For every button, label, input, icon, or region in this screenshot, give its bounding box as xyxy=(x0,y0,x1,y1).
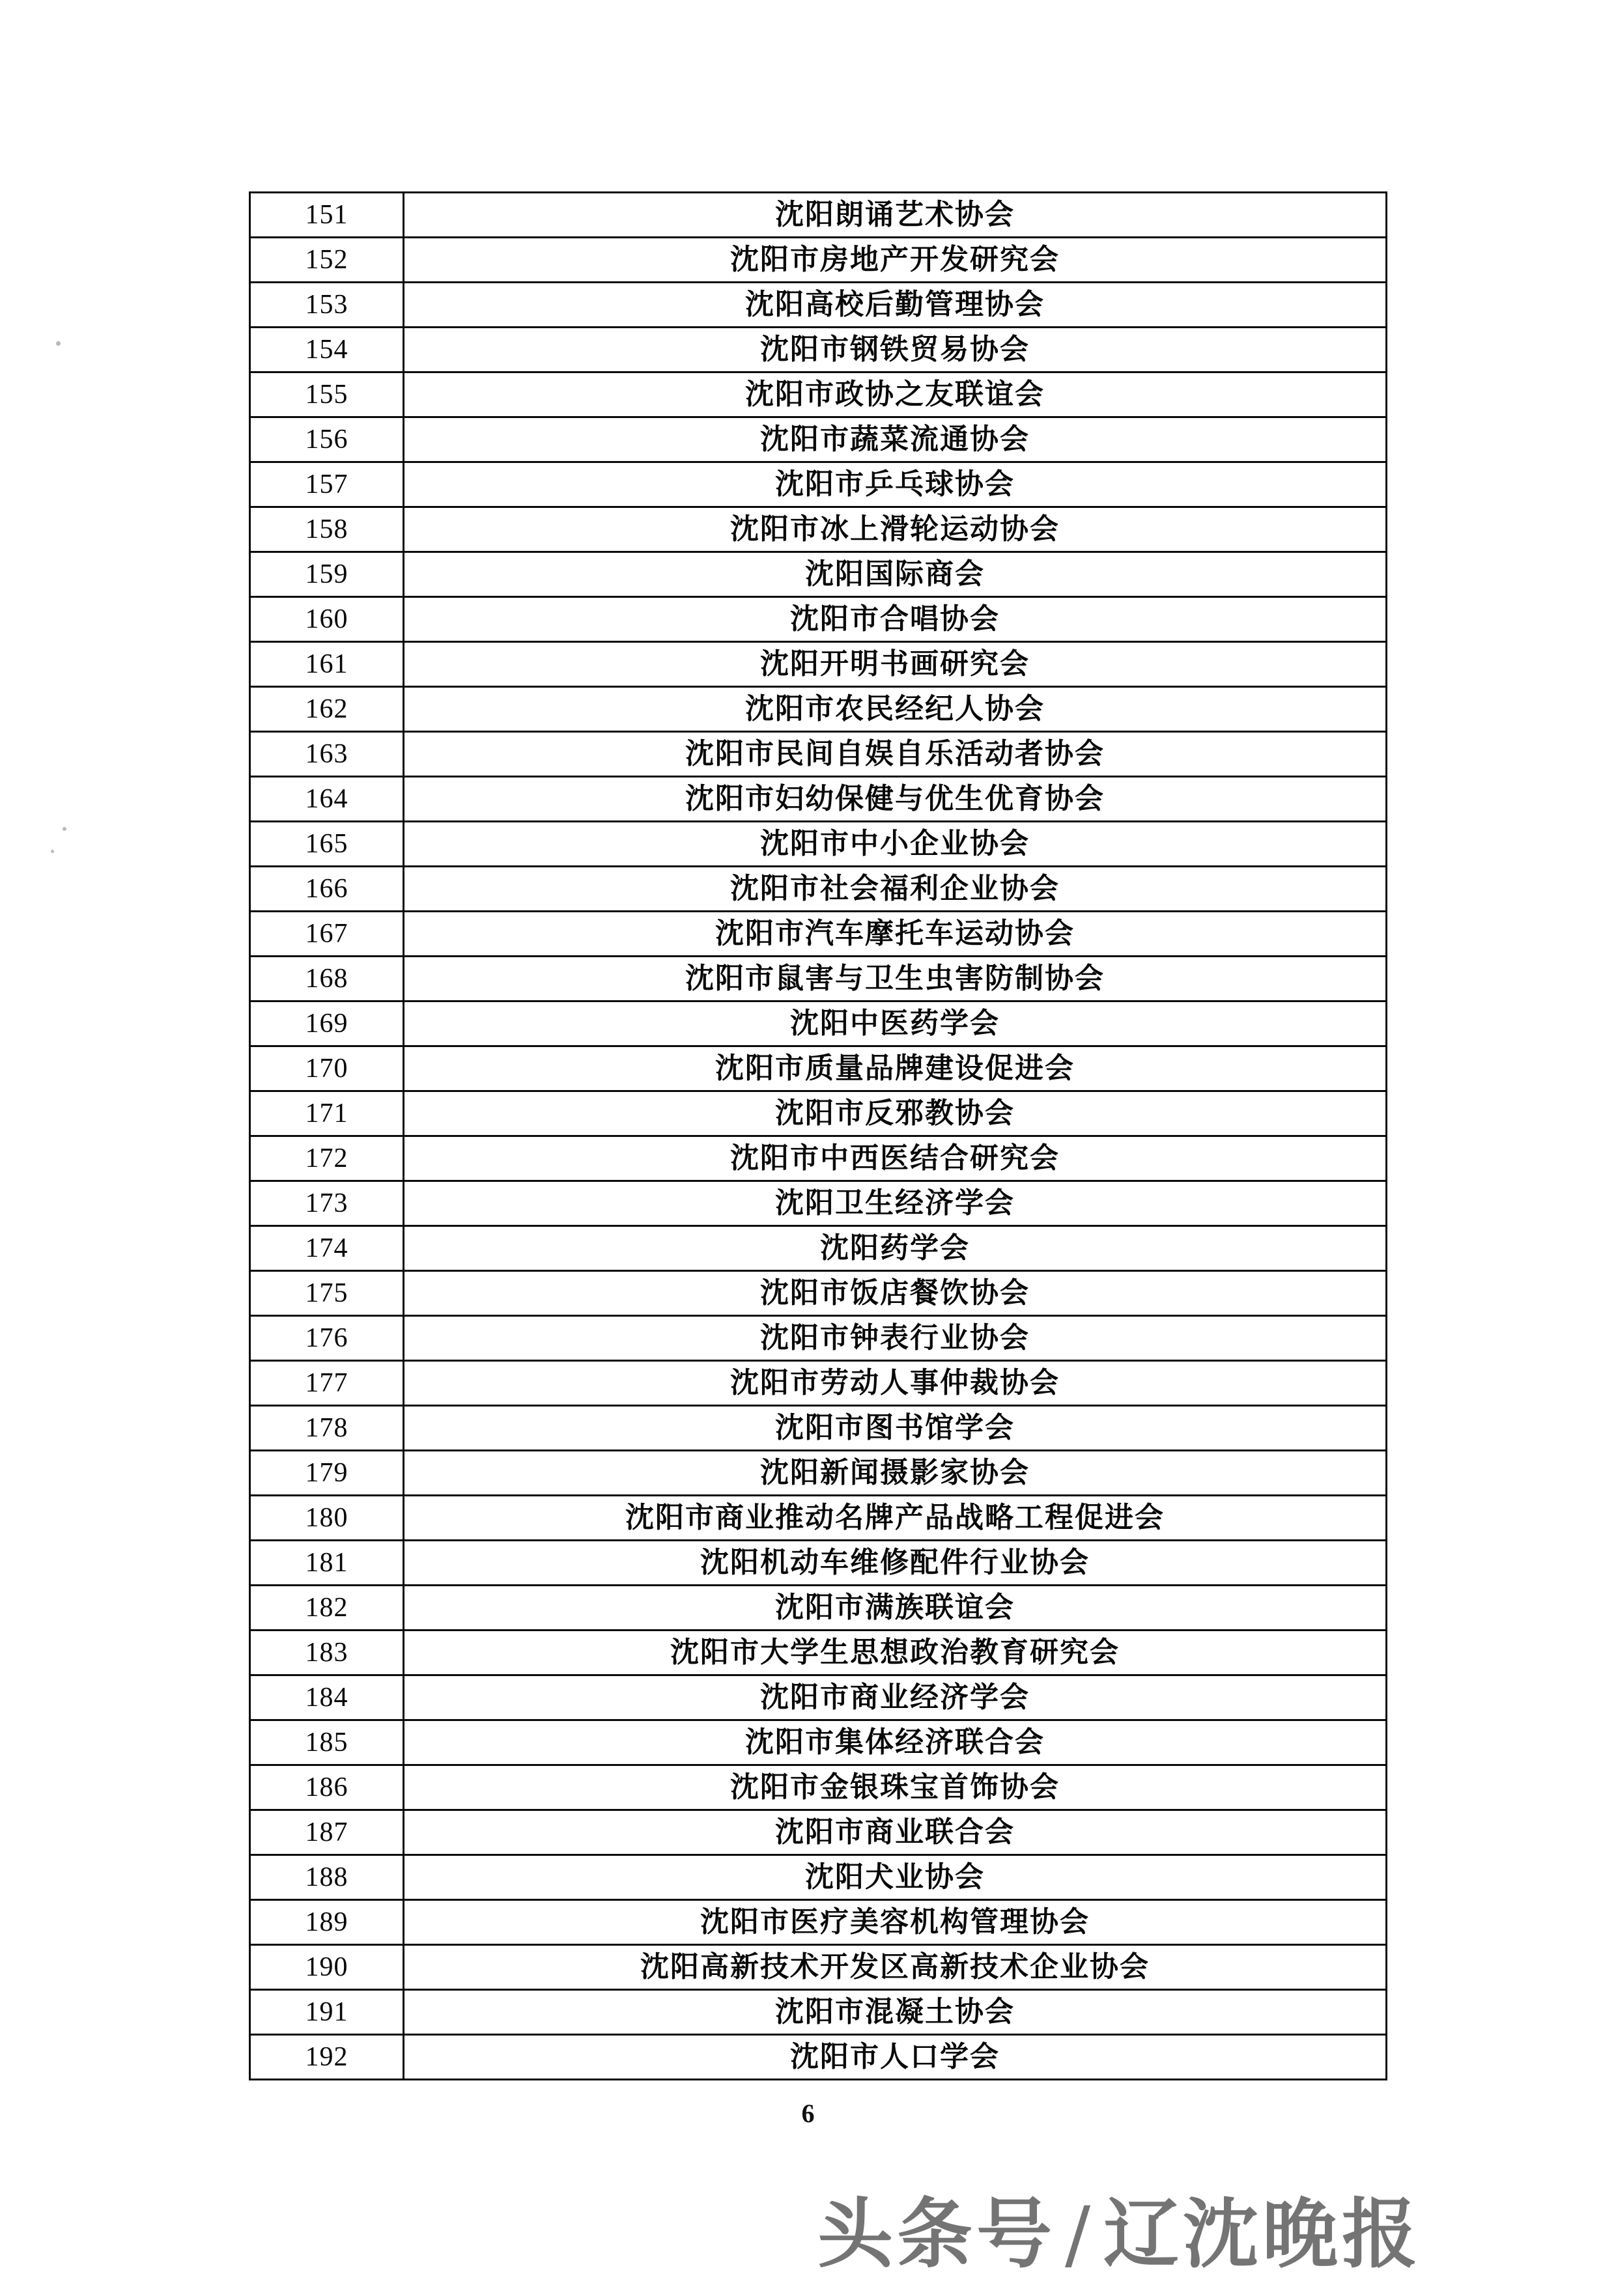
organization-name-cell: 沈阳市乒乓球协会 xyxy=(404,462,1387,507)
organization-name-cell: 沈阳市社会福利企业协会 xyxy=(404,867,1387,912)
table-row xyxy=(250,238,1387,283)
row-index-cell: 158 xyxy=(250,507,404,552)
row-index-cell: 154 xyxy=(250,328,404,372)
organization-list-table xyxy=(249,191,1387,2080)
row-index-cell: 162 xyxy=(250,687,404,732)
table-row xyxy=(250,1765,1387,1810)
row-index-cell: 173 xyxy=(250,1181,404,1226)
table-row xyxy=(250,372,1387,417)
row-index-cell: 192 xyxy=(250,2035,404,2080)
organization-name-cell: 沈阳市冰上滑轮运动协会 xyxy=(404,507,1387,552)
row-index-cell: 167 xyxy=(250,912,404,957)
table-row xyxy=(250,1631,1387,1675)
watermark-separator: / xyxy=(1065,2191,1095,2278)
table-row xyxy=(250,957,1387,1001)
table-row xyxy=(250,687,1387,732)
row-index-cell: 188 xyxy=(250,1855,404,1900)
table-row xyxy=(250,1496,1387,1541)
organization-name-cell: 沈阳卫生经济学会 xyxy=(404,1181,1387,1226)
organization-name-cell: 沈阳市商业经济学会 xyxy=(404,1675,1387,1720)
table-row xyxy=(250,328,1387,372)
row-index-cell: 183 xyxy=(250,1631,404,1675)
row-index-cell: 168 xyxy=(250,957,404,1001)
organization-name-cell: 沈阳市饭店餐饮协会 xyxy=(404,1271,1387,1316)
table-row xyxy=(250,1406,1387,1451)
organization-name-cell: 沈阳市大学生思想政治教育研究会 xyxy=(404,1631,1387,1675)
organization-name-cell: 沈阳市钟表行业协会 xyxy=(404,1316,1387,1361)
organization-name-cell: 沈阳开明书画研究会 xyxy=(404,642,1387,687)
row-index-cell: 157 xyxy=(250,462,404,507)
table-row xyxy=(250,732,1387,777)
organization-name-cell: 沈阳市中西医结合研究会 xyxy=(404,1136,1387,1181)
row-index-cell: 181 xyxy=(250,1541,404,1586)
row-index-cell: 155 xyxy=(250,372,404,417)
row-index-cell: 164 xyxy=(250,777,404,822)
table-row xyxy=(250,867,1387,912)
row-index-cell: 161 xyxy=(250,642,404,687)
organization-name-cell: 沈阳市蔬菜流通协会 xyxy=(404,417,1387,462)
table-row xyxy=(250,1855,1387,1900)
organization-name-cell: 沈阳药学会 xyxy=(404,1226,1387,1271)
organization-name-cell: 沈阳市民间自娱自乐活动者协会 xyxy=(404,732,1387,777)
watermark-publication: 辽沈晚报 xyxy=(1103,2191,1422,2278)
table-row xyxy=(250,1675,1387,1720)
page-number: 6 xyxy=(801,2099,815,2128)
row-index-cell: 180 xyxy=(250,1496,404,1541)
table-row xyxy=(250,822,1387,867)
table-row xyxy=(250,1810,1387,1855)
row-index-cell: 189 xyxy=(250,1900,404,1945)
row-index-cell: 165 xyxy=(250,822,404,867)
organization-name-cell: 沈阳中医药学会 xyxy=(404,1001,1387,1046)
organization-name-cell: 沈阳市集体经济联合会 xyxy=(404,1720,1387,1765)
table-row xyxy=(250,1586,1387,1631)
row-index-cell: 185 xyxy=(250,1720,404,1765)
row-index-cell: 156 xyxy=(250,417,404,462)
table-row xyxy=(250,283,1387,328)
organization-name-cell: 沈阳市房地产开发研究会 xyxy=(404,238,1387,283)
row-index-cell: 171 xyxy=(250,1091,404,1136)
organization-name-cell: 沈阳市人口学会 xyxy=(404,2035,1387,2080)
row-index-cell: 172 xyxy=(250,1136,404,1181)
table-row xyxy=(250,1226,1387,1271)
table-row xyxy=(250,1361,1387,1406)
organization-name-cell: 沈阳市满族联谊会 xyxy=(404,1586,1387,1631)
table-row xyxy=(250,1091,1387,1136)
table-row xyxy=(250,1046,1387,1091)
organization-name-cell: 沈阳市钢铁贸易协会 xyxy=(404,328,1387,372)
table-row xyxy=(250,193,1387,238)
row-index-cell: 184 xyxy=(250,1675,404,1720)
table-row xyxy=(250,462,1387,507)
scan-artifact xyxy=(63,827,66,831)
organization-name-cell: 沈阳机动车维修配件行业协会 xyxy=(404,1541,1387,1586)
scan-artifact xyxy=(51,850,54,853)
organization-name-cell: 沈阳国际商会 xyxy=(404,552,1387,597)
row-index-cell: 176 xyxy=(250,1316,404,1361)
row-index-cell: 175 xyxy=(250,1271,404,1316)
organization-name-cell: 沈阳市汽车摩托车运动协会 xyxy=(404,912,1387,957)
table-row xyxy=(250,777,1387,822)
organization-list-table-body xyxy=(250,193,1387,2080)
watermark-source-label: 头条号 xyxy=(817,2191,1056,2278)
row-index-cell: 182 xyxy=(250,1586,404,1631)
organization-name-cell: 沈阳市医疗美容机构管理协会 xyxy=(404,1900,1387,1945)
table-row xyxy=(250,1001,1387,1046)
row-index-cell: 170 xyxy=(250,1046,404,1091)
table-row xyxy=(250,1945,1387,1990)
organization-name-cell: 沈阳高校后勤管理协会 xyxy=(404,283,1387,328)
row-index-cell: 163 xyxy=(250,732,404,777)
row-index-cell: 178 xyxy=(250,1406,404,1451)
table-row xyxy=(250,552,1387,597)
row-index-cell: 151 xyxy=(250,193,404,238)
row-index-cell: 179 xyxy=(250,1451,404,1496)
table-row xyxy=(250,1181,1387,1226)
row-index-cell: 187 xyxy=(250,1810,404,1855)
row-index-cell: 191 xyxy=(250,1990,404,2035)
organization-name-cell: 沈阳市商业推动名牌产品战略工程促进会 xyxy=(404,1496,1387,1541)
row-index-cell: 174 xyxy=(250,1226,404,1271)
row-index-cell: 153 xyxy=(250,283,404,328)
table-row xyxy=(250,507,1387,552)
organization-name-cell: 沈阳市反邪教协会 xyxy=(404,1091,1387,1136)
organization-list-table-container xyxy=(249,191,1387,2080)
table-row xyxy=(250,1316,1387,1361)
organization-name-cell: 沈阳市图书馆学会 xyxy=(404,1406,1387,1451)
table-row xyxy=(250,1451,1387,1496)
organization-name-cell: 沈阳新闻摄影家协会 xyxy=(404,1451,1387,1496)
row-index-cell: 166 xyxy=(250,867,404,912)
row-index-cell: 152 xyxy=(250,238,404,283)
organization-name-cell: 沈阳市商业联合会 xyxy=(404,1810,1387,1855)
table-row xyxy=(250,417,1387,462)
table-row xyxy=(250,642,1387,687)
organization-name-cell: 沈阳市合唱协会 xyxy=(404,597,1387,642)
row-index-cell: 186 xyxy=(250,1765,404,1810)
row-index-cell: 177 xyxy=(250,1361,404,1406)
organization-name-cell: 沈阳市妇幼保健与优生优育协会 xyxy=(404,777,1387,822)
organization-name-cell: 沈阳高新技术开发区高新技术企业协会 xyxy=(404,1945,1387,1990)
organization-name-cell: 沈阳市质量品牌建设促进会 xyxy=(404,1046,1387,1091)
row-index-cell: 190 xyxy=(250,1945,404,1990)
organization-name-cell: 沈阳市农民经纪人协会 xyxy=(404,687,1387,732)
scan-artifact xyxy=(56,341,61,346)
organization-name-cell: 沈阳市金银珠宝首饰协会 xyxy=(404,1765,1387,1810)
organization-name-cell: 沈阳市中小企业协会 xyxy=(404,822,1387,867)
table-row xyxy=(250,1990,1387,2035)
row-index-cell: 160 xyxy=(250,597,404,642)
organization-name-cell: 沈阳犬业协会 xyxy=(404,1855,1387,1900)
table-row xyxy=(250,1136,1387,1181)
table-row xyxy=(250,1900,1387,1945)
organization-name-cell: 沈阳市劳动人事仲裁协会 xyxy=(404,1361,1387,1406)
table-row xyxy=(250,1271,1387,1316)
table-row xyxy=(250,2035,1387,2080)
row-index-cell: 159 xyxy=(250,552,404,597)
organization-name-cell: 沈阳朗诵艺术协会 xyxy=(404,193,1387,238)
table-row xyxy=(250,912,1387,957)
row-index-cell: 169 xyxy=(250,1001,404,1046)
watermark xyxy=(817,2174,1421,2282)
table-row xyxy=(250,597,1387,642)
organization-name-cell: 沈阳市混凝土协会 xyxy=(404,1990,1387,2035)
table-row xyxy=(250,1720,1387,1765)
table-row xyxy=(250,1541,1387,1586)
organization-name-cell: 沈阳市鼠害与卫生虫害防制协会 xyxy=(404,957,1387,1001)
organization-name-cell: 沈阳市政协之友联谊会 xyxy=(404,372,1387,417)
